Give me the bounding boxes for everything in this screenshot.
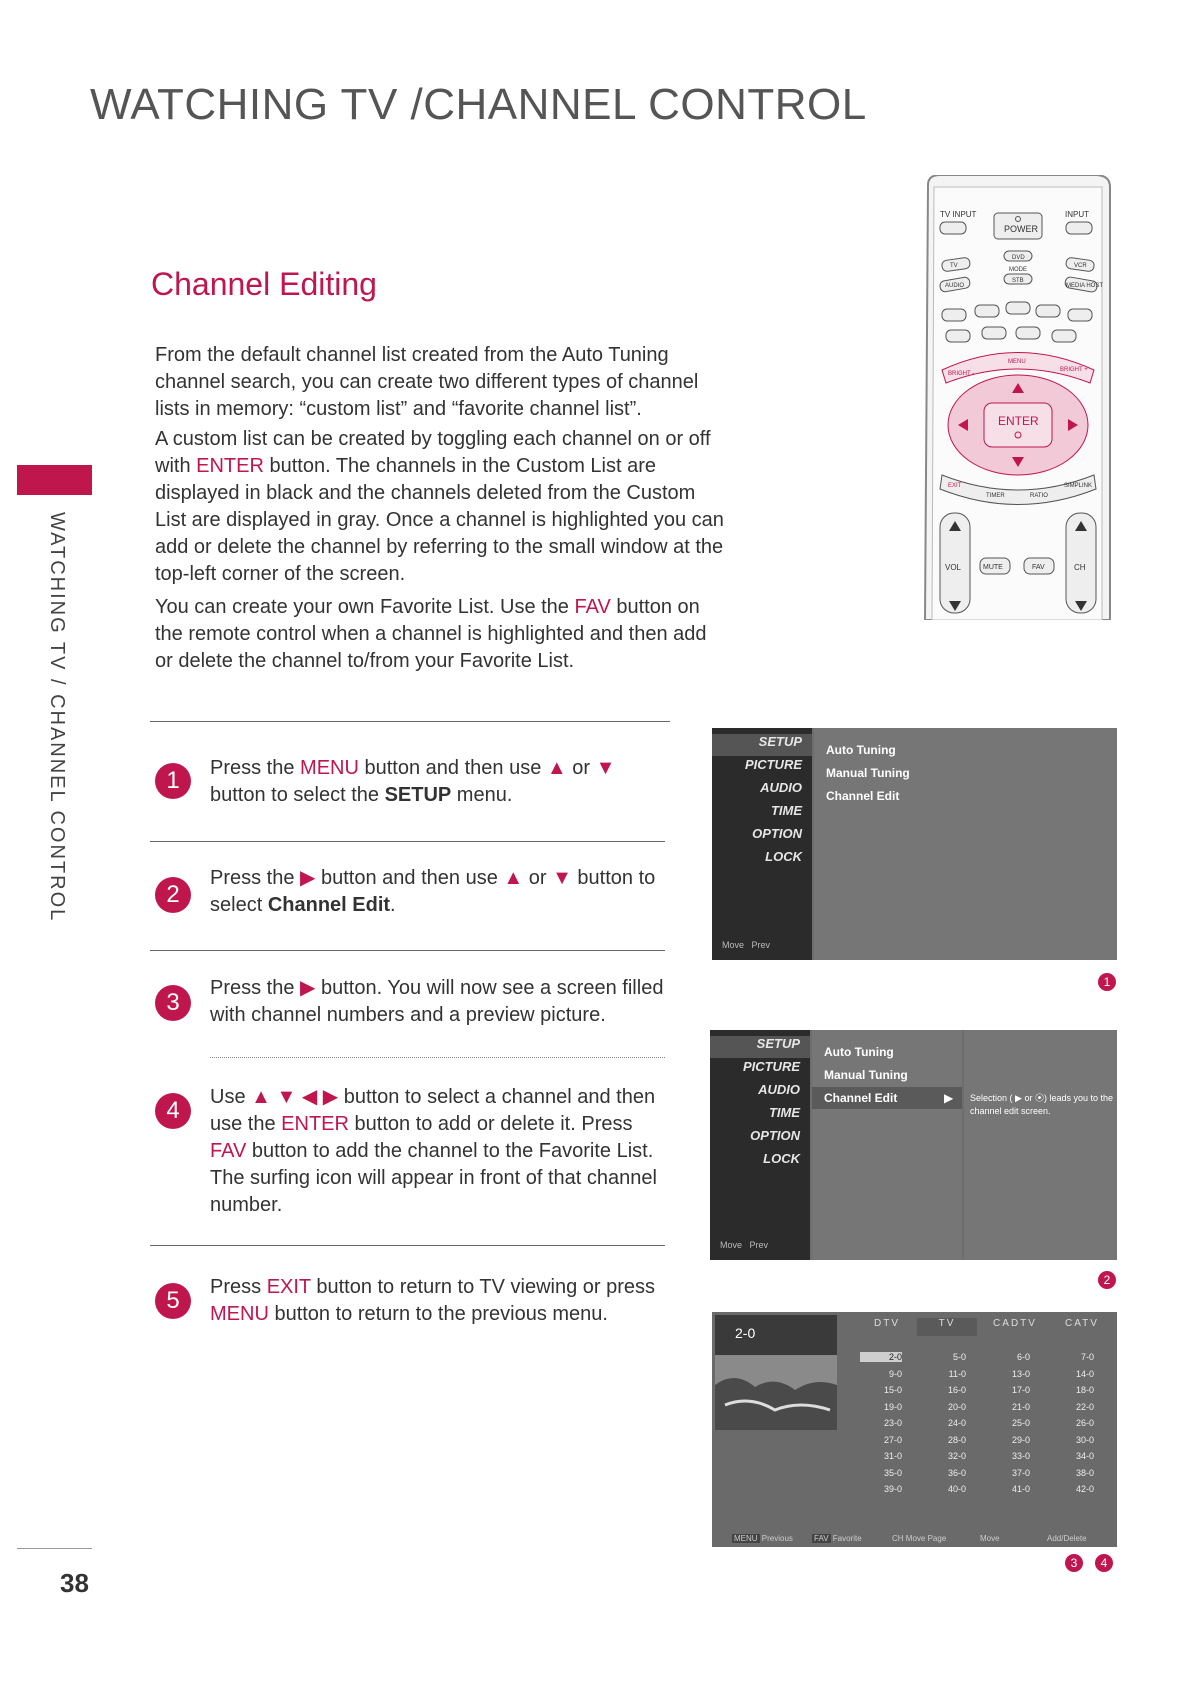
- step-dotted-divider: [210, 1057, 665, 1058]
- exit-keyword: EXIT: [266, 1276, 311, 1298]
- channel-cell[interactable]: 42-0: [1075, 1484, 1094, 1494]
- channel-cell[interactable]: 20-0: [947, 1401, 966, 1412]
- step-number-1: 1: [155, 763, 191, 799]
- footer-previous: [732, 1534, 793, 1543]
- channel-cell[interactable]: 28-0: [947, 1434, 966, 1445]
- step-4-t2: button to select a channel and then use the: [210, 1086, 656, 1135]
- para3-text-b: button on the remote control when a channel is highlighted and then add or delete the channel to/from your Favorite List.: [155, 596, 707, 672]
- step-3-t2: button. You will now see a screen filled with channel numbers and a preview picture.: [210, 977, 664, 1026]
- remote-timer-label: TIMER: [986, 493, 1005, 499]
- remote-bright-minus-label: BRIGHT -: [948, 371, 975, 377]
- menu-key-badge: MENU: [734, 1534, 758, 1543]
- remote-exit-label: EXIT: [948, 483, 962, 489]
- step-divider: [150, 841, 665, 842]
- remote-fav-label: FAV: [1032, 564, 1045, 571]
- step-2-t3: or: [523, 867, 553, 889]
- caption-badge-1: 1: [1098, 973, 1116, 991]
- channel-cell[interactable]: 16-0: [947, 1385, 966, 1395]
- fav-key-badge: FAV: [814, 1534, 829, 1543]
- step-3-text: [210, 975, 670, 1029]
- channel-cell[interactable]: 39-0: [883, 1484, 902, 1494]
- step-divider: [150, 721, 670, 722]
- remote-ch-label: CH: [1074, 563, 1086, 572]
- page-header-title: WATCHING TV /CHANNEL CONTROL: [90, 80, 867, 129]
- step-1-text: [210, 755, 670, 809]
- menu-sidebar: [710, 1030, 810, 1260]
- step-number-5: 5: [155, 1283, 191, 1319]
- setup-keyword: SETUP: [384, 784, 452, 806]
- channel-cell[interactable]: 31-0: [883, 1451, 902, 1461]
- step-divider: [150, 950, 665, 951]
- remote-media-host-label: MEDIA HOST: [1066, 283, 1104, 289]
- menu-item-picture[interactable]: PICTURE: [744, 757, 802, 772]
- menu-item-time[interactable]: TIME: [768, 1105, 800, 1120]
- channel-cell[interactable]: 2-0: [860, 1352, 902, 1362]
- right-arrow-icon: ▶: [300, 867, 316, 889]
- channel-cell[interactable]: 15-0: [883, 1385, 902, 1395]
- fav-keyword: FAV: [574, 596, 611, 618]
- channel-cell[interactable]: 38-0: [1075, 1467, 1094, 1478]
- page-number: 38: [60, 1568, 89, 1598]
- step-5-t3: button to return to the previous menu.: [268, 1303, 608, 1325]
- channel-cell[interactable]: 22-0: [1075, 1401, 1094, 1412]
- move-hint: Move: [720, 1240, 743, 1250]
- menu-tip-text: Selection ( ▶ or ⦿) leads you to the channel edit screen.: [970, 1093, 1113, 1116]
- menu-tip-panel: [964, 1030, 1117, 1260]
- step-1-t2: button and then use: [358, 757, 547, 779]
- previous-label: Previous: [761, 1534, 793, 1543]
- channel-cell[interactable]: 13-0: [1011, 1368, 1030, 1379]
- step-2-t4: button to select: [210, 867, 656, 916]
- remote-dvd-label: DVD: [1012, 255, 1025, 261]
- channel-cell[interactable]: 21-0: [1011, 1401, 1030, 1412]
- remote-tv-label: TV: [950, 263, 958, 269]
- caption-badge-2: 2: [1098, 1271, 1116, 1289]
- channel-edit-screen: [712, 1312, 1117, 1547]
- remote-enter-label: ENTER: [998, 414, 1039, 428]
- remote-vcr-label: VCR: [1074, 263, 1087, 269]
- remote-vol-label: VOL: [945, 563, 962, 572]
- setup-menu-screen-1: [712, 728, 1117, 960]
- menu-submenu-panel: [812, 1030, 962, 1260]
- up-arrow-icon: ▲: [503, 867, 524, 889]
- para2-text-a: A custom list can be created by toggling each channel on or off with: [155, 428, 711, 477]
- intro-paragraph-3: [155, 594, 725, 675]
- submenu-channel-edit[interactable]: Channel Edit: [826, 789, 900, 803]
- remote-mode-label: MODE: [1009, 267, 1027, 273]
- menu-item-setup[interactable]: SETUP: [712, 734, 812, 756]
- channel-cell[interactable]: 24-0: [947, 1418, 966, 1428]
- channel-cell[interactable]: 25-0: [1011, 1418, 1030, 1428]
- menu-item-audio[interactable]: AUDIO: [758, 1082, 800, 1097]
- step-5-t1: Press: [210, 1276, 267, 1298]
- channel-cell[interactable]: 17-0: [1011, 1385, 1030, 1395]
- step-1-t1: Press the: [210, 757, 301, 779]
- favorite-label: Favorite: [832, 1534, 862, 1543]
- step-4-text: [210, 1084, 670, 1219]
- tab-tv[interactable]: TV: [917, 1318, 977, 1336]
- step-4-t4: button to add the channel to the Favorite List. The surfing icon will appear in front of that channel number.: [210, 1140, 657, 1216]
- footer-rule: [17, 1548, 92, 1549]
- up-arrow-icon: ▲: [546, 757, 567, 779]
- enter-keyword: ENTER: [196, 455, 264, 477]
- menu-item-lock[interactable]: LOCK: [765, 849, 802, 864]
- channel-cell[interactable]: 5-0: [952, 1352, 966, 1362]
- channel-cell[interactable]: 34-0: [1075, 1451, 1094, 1461]
- para3-text-a: You can create your own Favorite List. Use the: [155, 596, 575, 618]
- channel-cell[interactable]: 23-0: [883, 1418, 902, 1428]
- remote-mute-label: MUTE: [983, 564, 1003, 571]
- remote-stb-label: STB: [1012, 278, 1024, 284]
- submenu-manual-tuning[interactable]: Manual Tuning: [826, 766, 910, 780]
- step-4-t3: button to add or delete it. Press: [348, 1113, 633, 1135]
- channel-edit-keyword: Channel Edit: [267, 894, 391, 916]
- menu-item-lock[interactable]: LOCK: [763, 1151, 800, 1166]
- menu-item-audio[interactable]: AUDIO: [760, 780, 802, 795]
- side-section-label: WATCHING TV / CHANNEL CONTROL: [46, 512, 68, 923]
- channel-cell[interactable]: 37-0: [1011, 1467, 1030, 1478]
- menu-keyword: MENU: [300, 757, 359, 779]
- move-label: Move: [980, 1534, 1000, 1543]
- para2-text-b: button. The channels in the Custom List are displayed in black and the channels deleted from the Custom List are displayed in gray. Once a channel is highlighted you can add or delete the channel by referring to the small window at the top-left corner of the screen.: [155, 455, 724, 585]
- step-1-t5: menu.: [451, 784, 513, 806]
- channel-cell[interactable]: 11-0: [948, 1368, 966, 1379]
- remote-simplink-label: SIMPLINK: [1064, 483, 1093, 489]
- remote-audio-label: AUDIO: [945, 283, 965, 289]
- step-2-t2: button and then use: [315, 867, 504, 889]
- preview-picture: [715, 1315, 837, 1430]
- step-number-3: 3: [155, 985, 191, 1021]
- channel-cell[interactable]: 41-0: [1011, 1484, 1030, 1494]
- remote-input-label: INPUT: [1065, 210, 1089, 219]
- submenu-auto-tuning[interactable]: Auto Tuning: [824, 1045, 894, 1059]
- step-1-t4: button to select the: [210, 784, 385, 806]
- channel-cell[interactable]: 6-0: [1016, 1352, 1030, 1362]
- move-page-label: Move Page: [905, 1534, 947, 1543]
- ch-key-badge: CH: [892, 1534, 904, 1543]
- remote-tv-input-label: TV INPUT: [940, 210, 977, 219]
- down-arrow-icon: ▼: [595, 757, 616, 779]
- step-2-t5: .: [390, 894, 396, 916]
- step-1-t3: or: [566, 757, 596, 779]
- channel-cell[interactable]: 33-0: [1011, 1451, 1030, 1461]
- remote-ratio-label: RATIO: [1030, 493, 1048, 499]
- remote-power-label: POWER: [1004, 224, 1039, 234]
- intro-paragraph-2: [155, 426, 725, 588]
- prev-hint: Prev: [751, 940, 771, 950]
- channel-cell[interactable]: 27-0: [883, 1434, 902, 1445]
- menu-item-option[interactable]: OPTION: [750, 1128, 800, 1143]
- enter-keyword: ENTER: [281, 1113, 349, 1135]
- footer-add-delete: [1047, 1534, 1087, 1543]
- channel-cell[interactable]: 7-0: [1080, 1352, 1094, 1362]
- menu-item-option[interactable]: OPTION: [752, 826, 802, 841]
- step-number-2: 2: [155, 877, 191, 913]
- channel-cell[interactable]: 36-0: [947, 1467, 966, 1478]
- menu-footer: [722, 940, 770, 950]
- channel-cell[interactable]: 14-0: [1075, 1368, 1094, 1379]
- step-3-t1: Press the: [210, 977, 301, 999]
- menu-item-picture[interactable]: PICTURE: [742, 1059, 800, 1074]
- remote-control-illustration: [920, 175, 1115, 620]
- step-divider: [150, 1245, 665, 1246]
- menu-submenu-panel: [814, 728, 1117, 960]
- step-number-4: 4: [155, 1093, 191, 1129]
- menu-item-setup[interactable]: SETUP: [710, 1036, 810, 1058]
- down-arrow-icon: ▼: [552, 867, 572, 889]
- step-5-text: [210, 1274, 670, 1328]
- fav-keyword: FAV: [210, 1140, 247, 1162]
- channel-cell[interactable]: 19-0: [883, 1401, 902, 1412]
- footer-favorite: [812, 1534, 862, 1543]
- menu-sidebar: [712, 728, 812, 960]
- submenu-auto-tuning[interactable]: Auto Tuning: [826, 743, 896, 757]
- step-4-t1: Use: [210, 1086, 252, 1108]
- menu-footer: [720, 1240, 768, 1250]
- step-5-t2: button to return to TV viewing or press: [310, 1276, 656, 1298]
- step-2-text: [210, 865, 670, 919]
- channel-cell[interactable]: 30-0: [1075, 1434, 1094, 1445]
- right-arrow-icon: ▶: [300, 977, 316, 999]
- remote-bright-plus-label: BRIGHT +: [1060, 367, 1088, 373]
- channel-preview-image: [715, 1315, 837, 1430]
- caption-badge-4: 4: [1095, 1554, 1113, 1572]
- section-title: Channel Editing: [151, 266, 377, 302]
- menu-keyword: MENU: [210, 1303, 269, 1325]
- move-hint: Move: [722, 940, 745, 950]
- channel-cell[interactable]: 26-0: [1075, 1418, 1094, 1428]
- prev-hint: Prev: [749, 1240, 769, 1250]
- tab-dtv[interactable]: DTV: [874, 1318, 900, 1329]
- current-channel: 2-0: [735, 1325, 756, 1341]
- submenu-arrow-icon: ▶: [944, 1091, 954, 1105]
- menu-item-time[interactable]: TIME: [770, 803, 802, 818]
- step-2-t1: Press the: [210, 867, 301, 889]
- arrow-keys-icon: ▲ ▼ ◀ ▶: [251, 1086, 339, 1108]
- caption-badge-3: 3: [1065, 1554, 1083, 1572]
- channel-cell[interactable]: 35-0: [883, 1467, 902, 1478]
- tab-catv[interactable]: CATV: [1065, 1318, 1099, 1329]
- channel-cell[interactable]: 18-0: [1075, 1385, 1094, 1395]
- channel-cell[interactable]: 40-0: [947, 1484, 966, 1494]
- intro-paragraph-1: From the default channel list created from the Auto Tuning channel search, you can create two different types of channel lists in memory: “custom list” and “favorite channel list”.: [155, 344, 699, 420]
- setup-menu-screen-2: [710, 1030, 1117, 1260]
- tab-cadtv[interactable]: CADTV: [993, 1318, 1037, 1329]
- submenu-channel-edit[interactable]: Channel Edit: [824, 1091, 898, 1105]
- side-tab-marker: [17, 465, 92, 495]
- remote-menu-label: MENU: [1008, 359, 1026, 365]
- submenu-manual-tuning[interactable]: Manual Tuning: [824, 1068, 908, 1082]
- footer-move-page: [892, 1534, 946, 1543]
- channel-cell[interactable]: 9-0: [888, 1368, 902, 1379]
- add-delete-label: Add/Delete: [1047, 1534, 1087, 1543]
- channel-cell[interactable]: 32-0: [947, 1451, 966, 1461]
- footer-move: [980, 1534, 1000, 1543]
- channel-cell[interactable]: 29-0: [1011, 1434, 1030, 1445]
